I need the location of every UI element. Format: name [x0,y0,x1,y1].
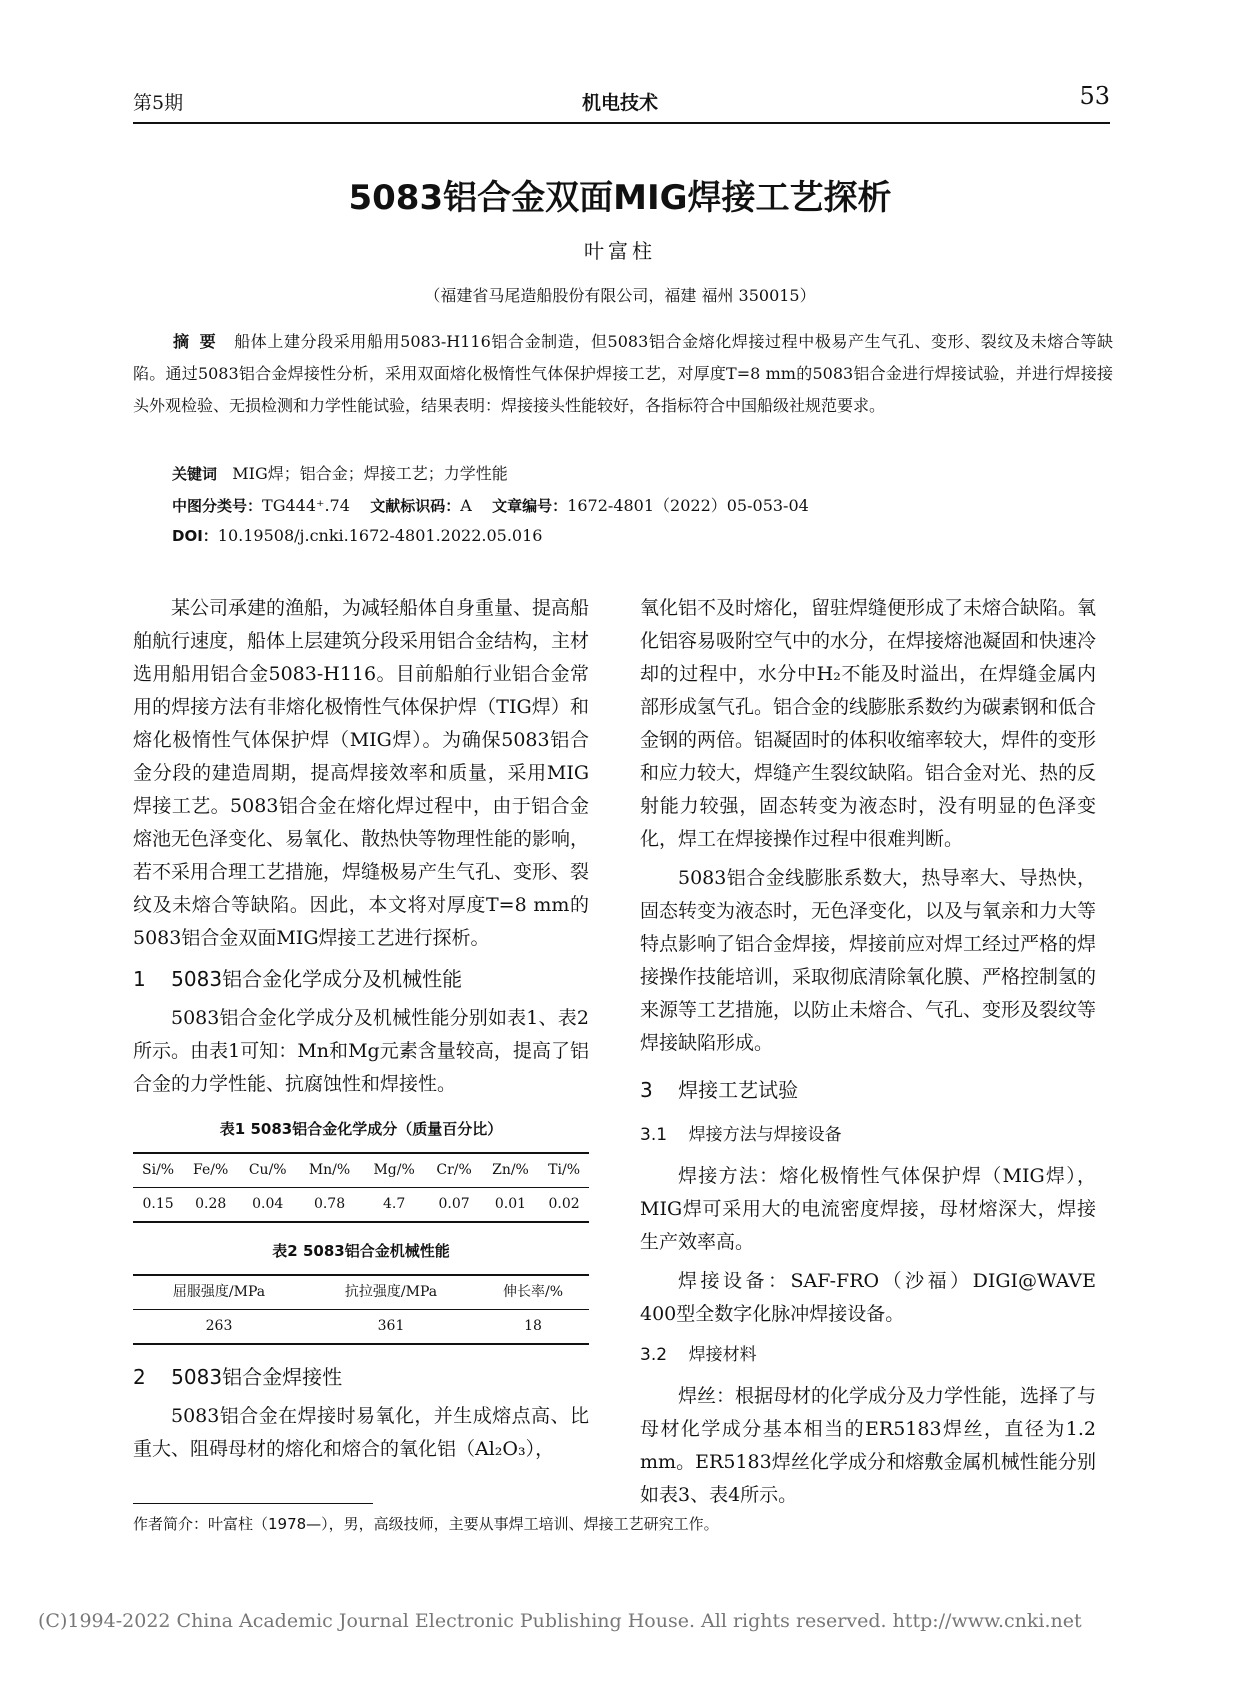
table1-cell: 0.04 [252,1196,284,1212]
header-rule [133,122,1110,124]
table1-header: Zn/% [492,1162,529,1178]
section-3-number: 3 [640,1078,653,1102]
table1-cell: 0.02 [548,1196,580,1212]
copyright-line: (C)1994-2022 China Academic Journal Electronic Publishing House. All rights reserved. http://www.cnki.net [38,1610,1082,1632]
table1-header-row [133,1153,589,1188]
table1-cell: 0.28 [195,1196,227,1212]
table1-cell: 0.07 [438,1196,470,1212]
section-3-2-heading [640,1339,1096,1372]
doc-code-label: 文献标识码： [370,497,461,515]
keywords-text: MIG焊；铝合金；焊接工艺；力学性能 [232,464,508,483]
section-1-title: 5083铝合金化学成分及机械性能 [171,967,463,991]
continued-paragraph: 氧化铝不及时熔化，留驻焊缝便形成了未熔合缺陷。氧化铝容易吸附空气中的水分，在焊接熔池凝固和快速冷却的过程中，水分中H₂不能及时溢出，在焊缝金属内部形成氢气孔。铝合金的线膨胀系数约为碳素钢和低合金钢的两倍。铝凝固时的体积收缩率较大，焊件的变形和应力较大，焊缝产生裂纹缺陷。铝合金对光、热的反射能力较强，固态转变为液态时，没有明显的色泽变化，焊工在焊接操作过程中很难判断。 [640,597,1097,850]
author-name: 叶富柱 [584,239,656,263]
table2-header-row [133,1275,589,1310]
welding-equipment-text: 焊接设备：SAF-FRO（沙福）DIGI@WAVE 400型全数字化脉冲焊接设备。 [640,1270,1096,1325]
table2-cell: 263 [205,1318,233,1334]
section-1-heading [133,963,589,996]
doi-label: DOI： [172,527,218,545]
author-footnote: 作者简介：叶富柱（1978—），男，高级技师，主要从事焊工培训、焊接工艺研究工作。 [133,1515,719,1533]
table2-caption: 表2 5083铝合金机械性能 [272,1242,450,1260]
table2-header: 伸长率/% [502,1284,564,1300]
table1-caption: 表1 5083铝合金化学成分（质量百分比） [219,1120,503,1138]
table1 [133,1152,589,1223]
article-no-label: 文章编号： [492,497,568,515]
table1-cell: 0.15 [142,1196,174,1212]
page-number: 53 [1079,82,1110,110]
journal-name: 机电技术 [581,92,658,114]
table1-header: Ti/% [548,1162,581,1178]
abstract-text: 船体上建分段采用船用5083-H116铝合金制造，但5083铝合金熔化焊接过程中极易产生气孔、变形、裂纹及未熔合等缺陷。通过5083铝合金焊接性分析，采用双面熔化极惰性气体保护焊接工艺，对厚度T=8 mm的5083铝合金进行焊接试验，并进行焊接接头外观检验、无损检测和力学性能试验，结果表明：焊接接头性能较好，各指标符合中国船级社规范要求。 [133,332,1113,415]
keywords-line [172,461,1112,484]
clc-label: 中图分类号： [172,497,263,515]
table1-cell: 0.78 [313,1196,346,1212]
doc-code-value: A [460,496,472,515]
section-2-heading [133,1361,589,1394]
abstract-label: 摘要 [173,332,227,351]
table1-header: Mn/% [308,1162,351,1178]
section-3-2-title: 焊接材料 [688,1345,757,1365]
section-3-2-number: 3.2 [640,1345,668,1365]
table1-cell: 4.7 [382,1196,406,1212]
table2-cell: 18 [524,1318,542,1334]
section-3-title: 焊接工艺试验 [678,1078,799,1102]
classification-line [172,493,1112,516]
section-3-1-title: 焊接方法与焊接设备 [688,1125,842,1145]
article-no-value: 1672-4801（2022）05-053-04 [567,496,809,515]
right-column [640,592,1096,1512]
section-2-title: 5083铝合金焊接性 [171,1365,343,1389]
table1-header: Fe/% [193,1162,229,1178]
table2-header: 屈服强度/MPa [172,1284,266,1300]
abstract [133,326,1113,422]
intro-paragraph: 某公司承建的渔船，为减轻船体自身重量、提高船舶航行速度，船体上层建筑分段采用铝合金结构，主材选用船用铝合金5083-H116。目前船舶行业铝合金常用的焊接方法有非熔化极惰性气体保护焊（TIG焊）和熔化极惰性气体保护焊（MIG焊）。为确保5083铝合金分段的建造周期，提高焊接效率和质量，采用MIG焊接工艺。5083铝合金在熔化焊过程中，由于铝合金熔池无色泽变化、易氧化、散热快等物理性能的影响，若不采用合理工艺措施，焊缝极易产生气孔、变形、裂纹及未熔合等缺陷。因此，本文将对厚度T=8 mm的5083铝合金双面MIG焊接工艺进行探析。 [133,597,590,949]
doi-value: 10.19508/j.cnki.1672-4801.2022.05.016 [217,526,543,545]
section-1-text: 5083铝合金化学成分及机械性能分别如表1、表2所示。由表1可知：Mn和Mg元素含量较高，提高了铝合金的力学性能、抗腐蚀性和焊接性。 [133,1007,589,1095]
table2-cell: 361 [377,1318,405,1334]
affiliation: （福建省马尾造船股份有限公司，福建 福州 350015） [424,286,816,305]
table1-header: Mg/% [373,1162,415,1178]
table2-value-row [133,1310,589,1345]
table1-header: Cr/% [436,1162,472,1178]
clc-value: TG444⁺.74 [262,496,350,515]
left-column [133,592,589,1466]
keywords-label: 关键词 [172,465,218,483]
section-2-number: 2 [133,1365,146,1389]
section-2-text: 5083铝合金在焊接时易氧化，并生成熔点高、比重大、阻碍母材的熔化和熔合的氧化铝（Al₂O₃）， [133,1405,589,1460]
section-3-1-number: 3.1 [640,1125,668,1145]
footnote-rule [133,1503,373,1504]
section-1-number: 1 [133,967,146,991]
article-title: 5083铝合金双面MIG焊接工艺探析 [348,178,892,218]
welding-wire-text: 焊丝：根据母材的化学成分及力学性能，选择了与母材化学成分基本相当的ER5183焊丝，直径为1.2 mm。ER5183焊丝化学成分和熔敷金属机械性能分别如表3、表4所示。 [640,1385,1097,1506]
doi-line [172,525,1112,546]
section-3-heading [640,1074,1096,1107]
table1-header: Cu/% [248,1162,287,1178]
table1-cell: 0.01 [494,1196,527,1212]
paragraph-properties: 5083铝合金线膨胀系数大，热导率大、导热快，固态转变为液态时，无色泽变化，以及与氧亲和力大等特点影响了铝合金焊接，焊接前应对焊工经过严格的焊接操作技能培训，采取彻底清除氧化膜、严格控制氢的来源等工艺措施，以防止未熔合、气孔、变形及裂纹等焊接缺陷形成。 [640,867,1097,1054]
table2-header: 抗拉强度/MPa [344,1284,438,1300]
table2 [133,1274,589,1345]
section-3-1-heading [640,1119,1096,1152]
table1-value-row [133,1188,589,1223]
issue-label: 第5期 [133,92,184,114]
welding-method-text: 焊接方法：熔化极惰性气体保护焊（MIG焊），MIG焊可采用大的电流密度焊接，母材熔深大，焊接生产效率高。 [640,1165,1096,1253]
table1-header: Si/% [142,1162,175,1178]
